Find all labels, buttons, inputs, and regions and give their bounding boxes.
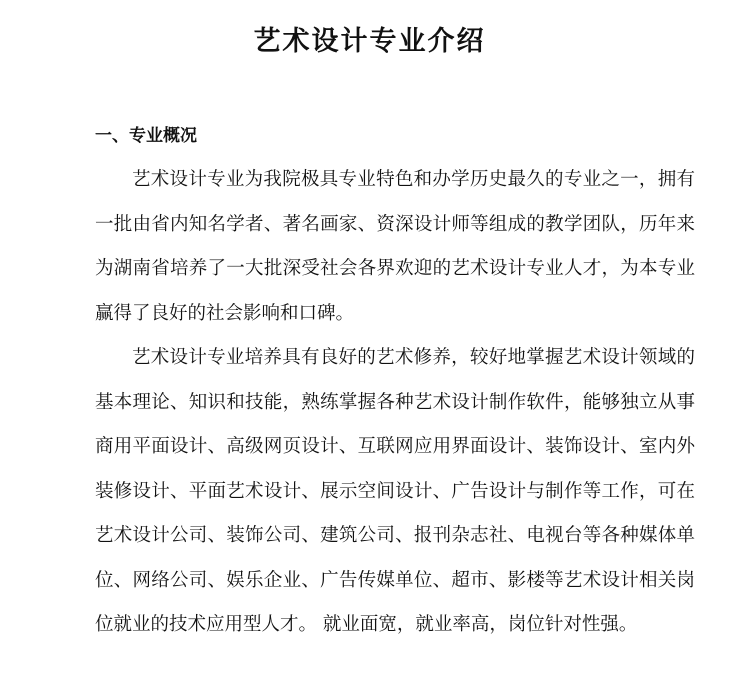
document-title: 艺术设计专业介绍: [253, 26, 486, 57]
section-heading: 一、专业概况: [95, 126, 197, 146]
paragraph-2: 艺术设计专业培养具有良好的艺术修养，较好地掌握艺术设计领域的基本理论、知识和技能，熟练掌握各种艺术设计制作软件，能够独立从事商用平面设计、高级网页设计、互联网应用界面设计、装饰设计、室内外装修设计、平面艺术设计、展示空间设计、广告设计与制作等工作，可在艺术设计公司、装饰公司、建筑公司、报刊杂志社、电视台等各种媒体单位、网络公司、娱乐企业、广告传媒单位、超市、影楼等艺术设计相关岗位就业的技术应用型人才。 就业面宽，就业率高，岗位针对性强。: [95, 347, 695, 635]
paragraph-1: 艺术设计专业为我院极具专业特色和办学历史最久的专业之一，拥有一批由省内知名学者、著名画家、资深设计师等组成的教学团队，历年来为湖南省培养了一大批深受社会各界欢迎的艺术设计专业人才，为本专业赢得了良好的社会影响和口碑。: [95, 169, 695, 324]
